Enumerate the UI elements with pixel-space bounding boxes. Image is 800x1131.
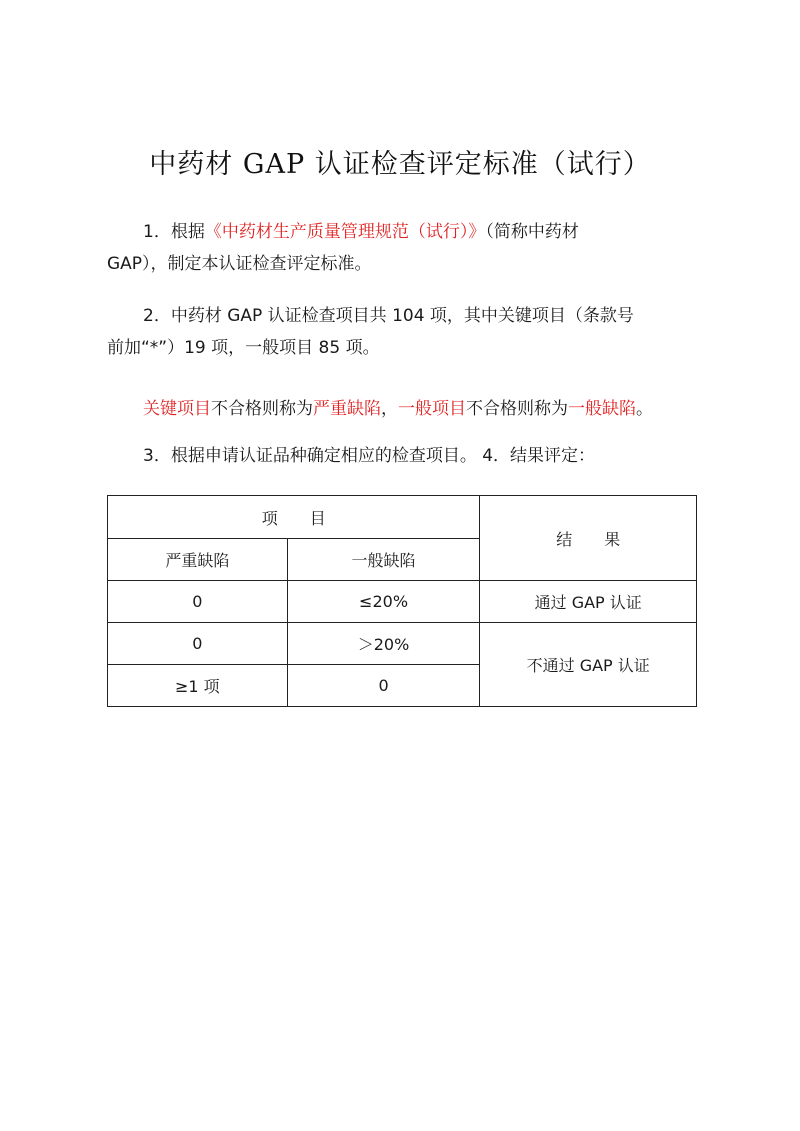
document-title: 中药材 GAP 认证检查评定标准（试行） <box>149 149 651 180</box>
row3-serious-cell: ≥1 项 <box>108 665 288 707</box>
regulation-name: 《中药材生产质量管理规范（试行）》 <box>204 222 486 242</box>
paragraph-items-line1: 2．中药材 GAP 认证检查项目共 104 项，其中关键项目（条款号 <box>143 306 634 326</box>
header-result-cell: 结 果 <box>480 496 697 581</box>
defects-text-4: 。 <box>636 399 653 419</box>
general-defect-text: 一般缺陷 <box>568 399 636 419</box>
basis-prefix: 1．根据 <box>143 222 205 242</box>
table-header-row-1 <box>108 496 697 539</box>
paragraph-defects <box>107 393 743 425</box>
paragraph-basis <box>107 216 707 280</box>
paragraph-evaluation: 3．根据申请认证品种确定相应的检查项目。 4．结果评定： <box>143 446 596 466</box>
header-items-cell: 项 目 <box>108 496 480 539</box>
header-general-cell: 一般缺陷 <box>287 539 480 581</box>
key-items-text: 关键项目 <box>143 399 211 419</box>
defects-text-3: 不合格则称为 <box>466 399 568 419</box>
header-serious-cell: 严重缺陷 <box>108 539 288 581</box>
row2-general-cell: ＞20% <box>287 623 480 665</box>
row3-general-cell: 0 <box>287 665 480 707</box>
row1-serious-cell: 0 <box>108 581 288 623</box>
general-items-text: 一般项目 <box>398 399 466 419</box>
defects-text-1: 不合格则称为 <box>211 399 313 419</box>
row1-general-cell: ≤20% <box>287 581 480 623</box>
serious-defect-text: 严重缺陷 <box>313 399 381 419</box>
row2-serious-cell: 0 <box>108 623 288 665</box>
paragraph-basis-line1 <box>107 216 707 248</box>
paragraph-basis-line2: GAP），制定本认证检查评定标准。 <box>107 254 372 274</box>
paragraph-items-count <box>107 300 707 364</box>
row1-result-cell: 通过 GAP 认证 <box>480 581 697 623</box>
row2-result-cell: 不通过 GAP 认证 <box>480 623 697 707</box>
basis-suffix: （简称中药材 <box>485 222 579 242</box>
table-row <box>108 581 697 623</box>
table-row <box>108 623 697 665</box>
defects-text-2: ， <box>381 399 398 419</box>
paragraph-items-line2: 前加“*”）19 项，一般项目 85 项。 <box>107 338 380 358</box>
evaluation-table <box>107 495 697 707</box>
